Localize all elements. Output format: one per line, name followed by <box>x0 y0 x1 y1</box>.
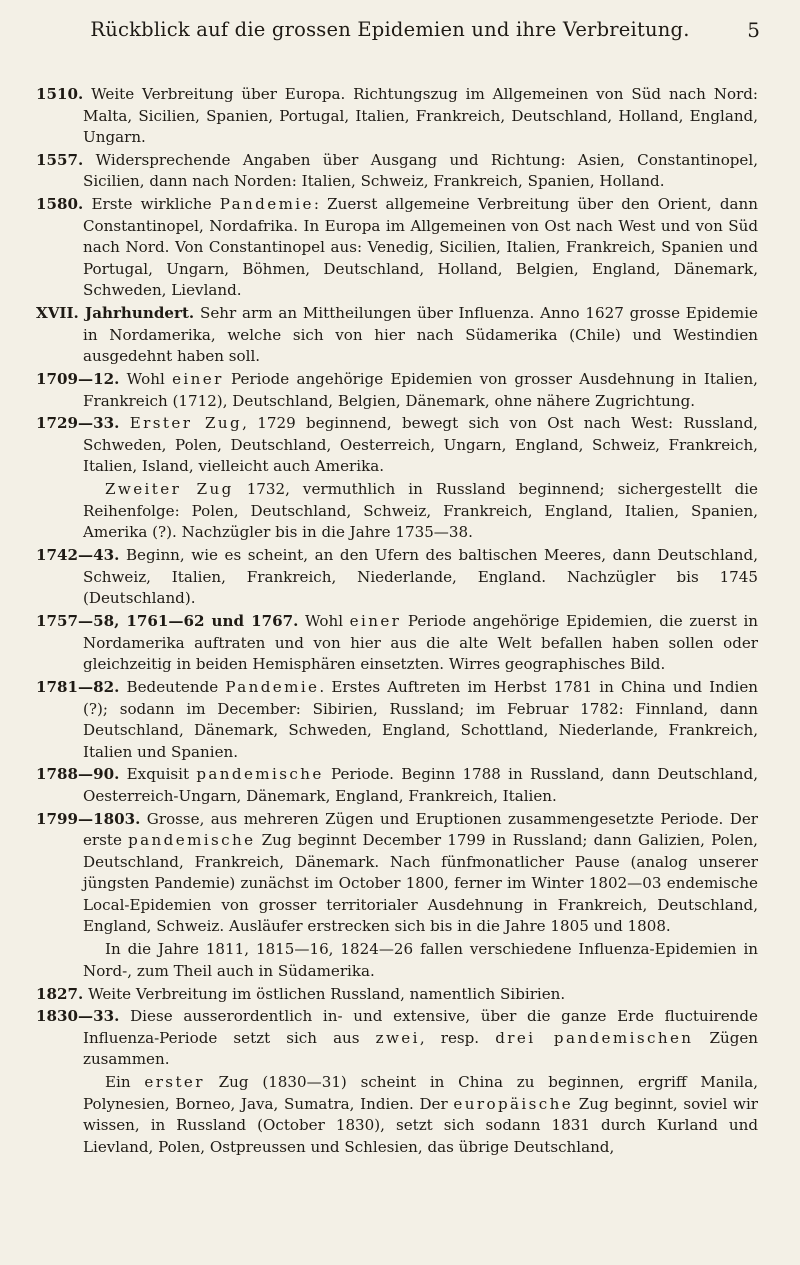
entry-text: : Zuerst allgemeine Verbreitung über den Orient, dann Constantinopel, Nordafrika. In Europa im Allgemeinen von Ost nach West und von Süd nach Nord. Von Constantinopel aus: Venedig, Sicilien, Italien, Frankreich, Spanien und Portugal, Ungarn, Böhmen, Deutschland, Holland, Belgien, England, Dänemark, Schweden, Lievland. <box>83 195 758 300</box>
entry-text: Ein <box>105 1073 145 1092</box>
entry-text: Periode angehörige Epidemien von grosser Ausdehnung in Italien, Frankreich (1712), Deutschland, Belgien, Dänemark, ohne nähere Zugrichtung. <box>83 370 758 410</box>
chronology-entry <box>36 303 758 368</box>
entry-year: 1788—90. <box>36 765 120 784</box>
emphasized-text: Erster Zug <box>129 414 243 433</box>
entry-text: 1732, vermuthlich in Russland beginnend; sichergestellt die Reihenfolge: Polen, Deutschland, Schweiz, Frankreich, England, Italien, Spanien, Amerika (?). Nachzügler bis in die Jahre 1735—38. <box>83 480 758 542</box>
emphasized-text: Zweiter Zug <box>105 480 234 499</box>
entry-year: 1757—58, 1761—62 und 1767. <box>36 612 299 631</box>
entry-text: Zug beginnt, soviel wir wissen, in Russland (October 1830), setzt sich sodann 1831 durch Kurland und Lievland, Polen, Ostpreussen und Schlesien, das übrige Deutschland, <box>83 1094 758 1156</box>
chronology-entry <box>36 677 758 763</box>
entry-text: Sehr arm an Mittheilungen über Influenza. Anno 1627 grosse Epidemie in Nordamerika, welche sich von hier nach Südamerika (Chile) und Westindien ausgedehnt haben soll. <box>83 304 758 366</box>
chronology-entries <box>36 84 758 1160</box>
chronology-entry <box>36 809 758 938</box>
entry-year: 1799—1803. <box>36 809 141 828</box>
entry-year: XVII. Jahrhundert. <box>36 304 195 323</box>
chronology-entry <box>36 150 758 193</box>
continuation-paragraph <box>36 1072 758 1158</box>
entry-text: Beginn, wie es scheint, an den Ufern des baltischen Meeres, dann Deutschland, Schweiz, Italien, Frankreich, Niederlande, England. Nachzügler bis 1745 (Deutschland). <box>83 546 758 608</box>
chronology-entry <box>36 413 758 478</box>
entry-year: 1827. <box>36 984 84 1003</box>
page-number: 5 <box>747 18 760 42</box>
emphasized-text: pandemische <box>196 765 324 784</box>
emphasized-text: einer <box>172 370 224 389</box>
entry-text: Widersprechende Angaben über Ausgang und Richtung: Asien, Constantinopel, Sicilien, dann nach Norden: Italien, Schweiz, Frankreich, Spanien, Holland. <box>83 150 758 191</box>
entry-text: In die Jahre 1811, 1815—16, 1824—26 fallen verschiedene Influenza-Epidemien in Nord-, zum Theil auch in Südamerika. <box>83 940 758 980</box>
chronology-entry <box>36 611 758 676</box>
entry-text <box>119 414 129 432</box>
entry-text: , resp. <box>419 1028 496 1047</box>
entry-text: Grosse, aus mehreren Zügen und Eruptionen zusammengesetzte Periode. Der erste <box>83 809 758 850</box>
entry-year: 1510. <box>36 85 84 103</box>
chronology-entry <box>36 194 758 302</box>
emphasized-text: europäische <box>453 1094 574 1113</box>
entry-text: . Erstes Auftreten im Herbst 1781 in China und Indien (?); sodann im December: Sibirien, Russland; im Februar 1782: Finnland, dann Deutschland, Dänemark, Schweden, England, Schottland, Niederlande, Frankreich, Italien und Spanien. <box>83 678 758 761</box>
entry-text: Zügen zusammen. <box>83 1028 759 1069</box>
entry-text: Wohl <box>298 612 350 631</box>
continuation-paragraph <box>36 939 758 982</box>
entry-year: 1742—43. <box>36 546 120 565</box>
emphasized-text: Pandemie <box>219 195 314 214</box>
emphasized-text: Pandemie <box>225 678 320 697</box>
entry-year: 1729—33. <box>36 414 120 433</box>
entry-text: Zug (1830—31) scheint in China zu beginnen, ergriff Manila, Polynesien, Borneo, Java, Sumatra, Indien. Der <box>83 1073 758 1113</box>
entry-text: Weite Verbreitung über Europa. Richtungszug im Allgemeinen von Süd nach Nord: Malta, Sicilien, Spanien, Portugal, Italien, Frankreich, Deutschland, Holland, England, Ungarn. <box>83 85 758 146</box>
emphasized-text: zwei <box>375 1028 420 1047</box>
chronology-entry <box>36 1006 758 1071</box>
entry-year: 1781—82. <box>36 678 120 697</box>
entry-text: Zug beginnt December 1799 in Russland; dann Galizien, Polen, Deutschland, Frankreich, Dänemark. Nach fünfmonatlicher Pause (analog unserer jüngsten Pandemie) zunächst im October 1800, ferner im Winter 1802—03 endemische Local-Epidemien von grosser territorialer Ausdehnung in Frankreich, Deutschland, England, Schweiz. Ausläufer erstrecken sich bis in die Jahre 1805 und 1808. <box>83 831 758 936</box>
entry-year: 1709—12. <box>36 370 120 389</box>
entry-text: Wohl <box>119 370 173 389</box>
entry-text: Erste wirkliche <box>83 195 220 214</box>
chronology-entry <box>36 984 758 1006</box>
entry-year: 1580. <box>36 195 84 214</box>
entry-text: Weite Verbreitung im östlichen Russland, namentlich Sibirien. <box>83 984 566 1003</box>
emphasized-text: einer <box>349 612 402 631</box>
entry-year: 1557. <box>36 150 84 169</box>
emphasized-text: erster <box>144 1073 205 1092</box>
chronology-entry <box>36 545 758 610</box>
page-header <box>60 18 760 58</box>
entry-text: , 1729 beginnend, bewegt sich von Ost nach West: Russland, Schweden, Polen, Deutschland, Oesterreich, Ungarn, England, Schweiz, Frankreich, Italien, Island, vielleicht auch Amerika. <box>83 414 758 476</box>
entry-text: Periode. Beginn 1788 in Russland, dann Deutschland, Oesterreich-Ungarn, Dänemark, England, Frankreich, Italien. <box>83 765 758 805</box>
emphasized-text: drei pandemischen <box>495 1028 694 1047</box>
entry-text: Bedeutende <box>119 678 226 697</box>
chronology-entry <box>36 84 758 149</box>
entry-year: 1830—33. <box>36 1007 120 1026</box>
entry-text: Exquisit <box>119 765 197 784</box>
entry-text: Diese ausserordentlich in- und extensive, über die ganze Erde fluctuirende Influenza-Periode setzt sich aus <box>83 1007 758 1047</box>
chronology-entry <box>36 764 758 807</box>
emphasized-text: pandemische <box>128 831 256 850</box>
entry-text: Periode angehörige Epidemien, die zuerst in Nordamerika auftraten und von hier aus die alte Welt befallen haben sollen oder gleichzeitig in beiden Hemisphären einsetzten. Wirres geographisches Bild. <box>83 612 758 674</box>
chronology-entry <box>36 369 758 412</box>
running-title: Rückblick auf die grossen Epidemien und ihre Verbreitung. <box>90 18 690 41</box>
continuation-paragraph <box>36 479 758 544</box>
